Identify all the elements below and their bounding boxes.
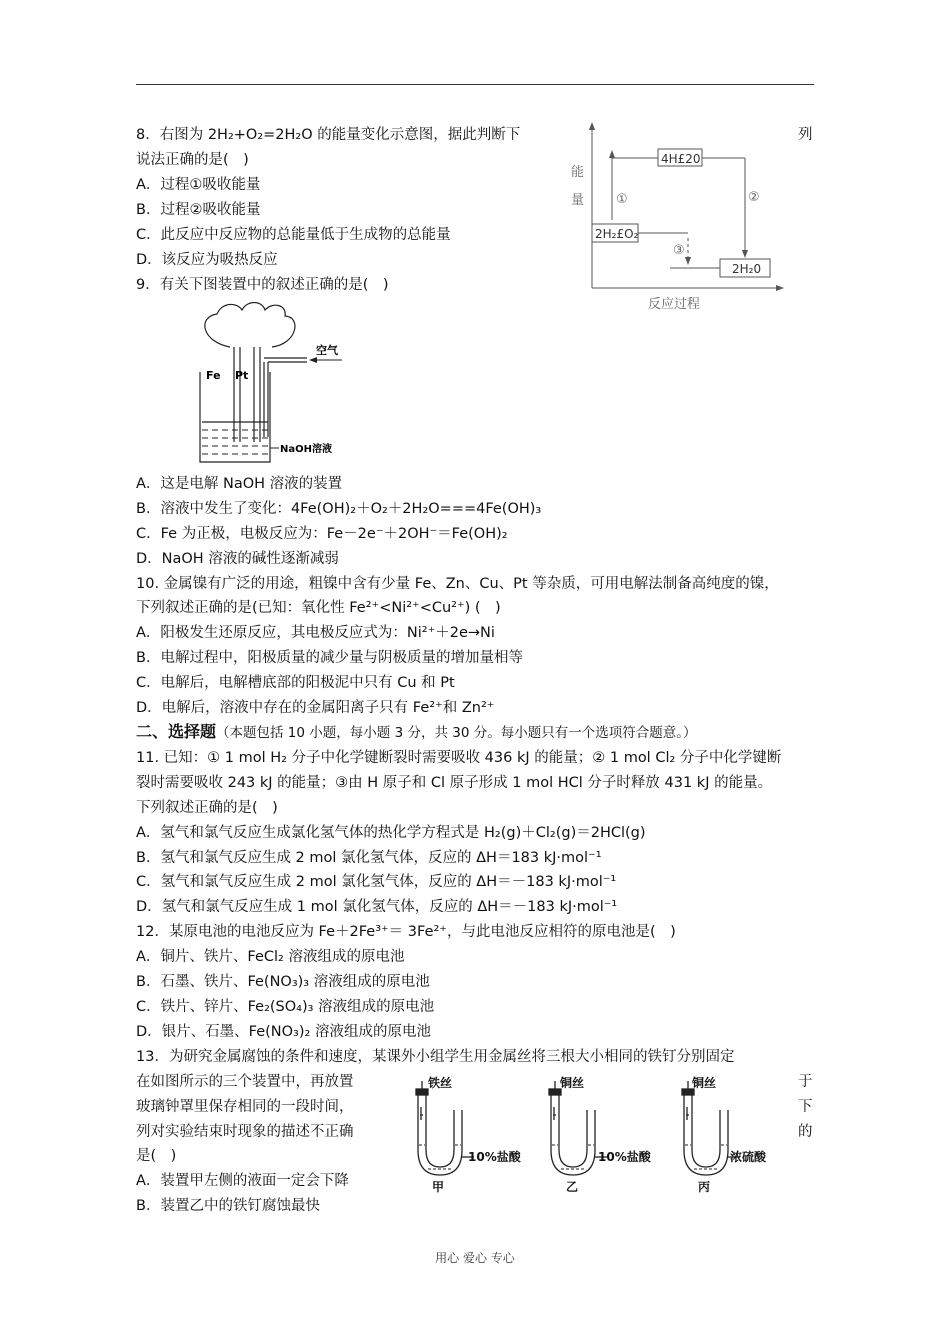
q13-stem-line4: 列对实验结束时现象的描述不正确 xyxy=(136,1124,354,1140)
q13-stem-line2: 在如图所示的三个装置中，再放置 xyxy=(136,1074,354,1090)
q10-option-a: A．阳极发生还原反应，其电极反应式为：Ni²⁺＋2e→Ni xyxy=(136,625,495,641)
header-rule xyxy=(136,84,814,85)
diagram-top-box: 4H£20 xyxy=(661,152,701,166)
jia-acid-label: 10%盐酸 xyxy=(468,1150,521,1164)
q11-stem-line1: 11. 已知：① 1 mol H₂ 分子中化学键断裂时需要吸收 436 kJ 的能量；② 1 mol Cl₂ 分子中化学键断 xyxy=(136,750,782,766)
diagram-x-label: 反应过程 xyxy=(648,297,701,312)
diagram-step-1: ① xyxy=(616,192,628,207)
q13-option-a: A．装置甲左侧的液面一定会下降 xyxy=(136,1173,349,1189)
q8-option-d: D．该反应为吸热反应 xyxy=(136,252,278,268)
diagram-step-3: ③ xyxy=(673,243,685,258)
yi-wire-label: 铜丝 xyxy=(560,1076,585,1090)
q11-stem-line3: 下列叙述正确的是( ) xyxy=(136,800,278,816)
q10-stem-line1: 10. 金属镍有广泛的用途，粗镍中含有少量 Fe、Zn、Cu、Pt 等杂质，可用电解法制备高纯度的镍， xyxy=(136,576,779,592)
page-footer: 用心 爱心 专心 xyxy=(435,1251,515,1265)
naoh-solution-label: NaOH溶液 xyxy=(280,444,332,455)
pt-electrode-label: Pt xyxy=(235,369,249,382)
diagram-right-box: 2H₂0 xyxy=(732,262,762,276)
q10-stem-line2: 下列叙述正确的是(已知：氧化性 Fe²⁺<Ni²⁺<Cu²⁺) ( ) xyxy=(136,600,501,616)
diagram-left-box: 2H₂£O₂ xyxy=(595,227,639,241)
q11-option-d: D．氢气和氯气反应生成 1 mol 氯化氢气体，反应的 ΔH＝－183 kJ·mol⁻¹ xyxy=(136,899,618,915)
q12-option-a: A．铜片、铁片、FeCl₂ 溶液组成的原电池 xyxy=(136,949,405,965)
air-label: 空气 xyxy=(316,344,338,357)
section-heading xyxy=(136,722,696,743)
q13-stem-line5: 是( ) xyxy=(136,1148,177,1164)
q13-option-b: B．装置乙中的铁钉腐蚀最快 xyxy=(136,1198,320,1214)
q8-option-b: B．过程②吸收能量 xyxy=(136,202,261,218)
q10-option-d: D．电解后，溶液中存在的金属阳离子只有 Fe²⁺和 Zn²⁺ xyxy=(136,700,495,716)
q10-option-c: C．电解后，电解槽底部的阳极泥中只有 Cu 和 Pt xyxy=(136,675,455,691)
yi-name: 乙 xyxy=(566,1180,579,1194)
bing-wire-label: 铜丝 xyxy=(692,1076,717,1090)
diagram-y-label-1: 能 xyxy=(571,165,585,180)
q13-line2-end: 于 xyxy=(798,1074,813,1090)
q11-option-b: B．氢气和氯气反应生成 2 mol 氯化氢气体，反应的 ΔH＝183 kJ·mol⁻¹ xyxy=(136,850,602,866)
q9-stem: 9．有关下图装置中的叙述正确的是( ) xyxy=(136,277,389,293)
q11-stem-line2: 裂时需要吸收 243 kJ 的能量；③由 H 原子和 Cl 原子形成 1 mol HCl 分子时释放 431 kJ 的能量。 xyxy=(136,775,773,791)
q9-option-b: B．溶液中发生了变化：4Fe(OH)₂＋O₂＋2H₂O===4Fe(OH)₃ xyxy=(136,501,542,517)
q11-option-c: C．氢气和氯气反应生成 2 mol 氯化氢气体，反应的 ΔH＝－183 kJ·mol⁻¹ xyxy=(136,874,617,890)
q8-option-c: C．此反应中反应物的总能量低于生成物的总能量 xyxy=(136,227,451,243)
q8-option-a: A．过程①吸收能量 xyxy=(136,177,261,193)
q9-option-c: C．Fe 为正极，电极反应为：Fe－2e⁻＋2OH⁻＝Fe(OH)₂ xyxy=(136,526,508,542)
q9-option-d: D．NaOH 溶液的碱性逐渐减弱 xyxy=(136,551,339,567)
q12-option-c: C．铁片、锌片、Fe₂(SO₄)₃ 溶液组成的原电池 xyxy=(136,999,435,1015)
electrolysis-apparatus xyxy=(192,302,352,467)
section-note: （本题包括 10 小题，每小题 3 分，共 30 分。每小题只有一个选项符合题意。） xyxy=(216,725,697,741)
q13-line3-end: 下 xyxy=(798,1099,813,1115)
q8-stem-line1-end: 列 xyxy=(798,127,813,143)
q12-stem: 12．某原电池的电池反应为 Fe＋2Fe³⁺＝ 3Fe²⁺，与此电池反应相符的原电池是( ) xyxy=(136,924,676,940)
jia-wire-label: 铁丝 xyxy=(428,1076,453,1090)
bing-acid-label: 浓硫酸 xyxy=(730,1150,767,1164)
q10-option-b: B．电解过程中，阳极质量的减少量与阴极质量的增加量相等 xyxy=(136,650,523,666)
q8-stem-line1: 8．右图为 2H₂+O₂=2H₂O 的能量变化示意图，据此判断下 xyxy=(136,127,521,143)
device-jia xyxy=(416,1081,474,1175)
energy-diagram xyxy=(560,120,790,320)
fe-electrode-label: Fe xyxy=(206,369,221,382)
q9-option-a: A．这是电解 NaOH 溶液的装置 xyxy=(136,476,343,492)
q13-stem-line1: 13．为研究金属腐蚀的条件和速度，某课外小组学生用金属丝将三根大小相同的铁钉分别固定 xyxy=(136,1049,735,1065)
diagram-step-2: ② xyxy=(748,190,760,205)
q13-line4-end: 的 xyxy=(798,1124,813,1140)
bing-name: 丙 xyxy=(698,1180,711,1194)
q13-stem-line3: 玻璃钟罩里保存相同的一段时间， xyxy=(136,1099,354,1115)
q12-option-b: B．石墨、铁片、Fe(NO₃)₃ 溶液组成的原电池 xyxy=(136,974,430,990)
yi-acid-label: 10%盐酸 xyxy=(598,1150,651,1164)
diagram-y-label-2: 量 xyxy=(571,193,585,208)
corrosion-apparatus xyxy=(408,1075,793,1197)
q12-option-d: D．银片、石墨、Fe(NO₃)₂ 溶液组成的原电池 xyxy=(136,1024,431,1040)
jia-name: 甲 xyxy=(432,1180,445,1194)
section-title: 二、选择题 xyxy=(136,722,217,741)
q8-stem-line2: 说法正确的是( ) xyxy=(136,152,249,168)
q11-option-a: A．氢气和氯气反应生成氯化氢气体的热化学方程式是 H₂(g)＋Cl₂(g)＝2HCl(g) xyxy=(136,825,646,841)
